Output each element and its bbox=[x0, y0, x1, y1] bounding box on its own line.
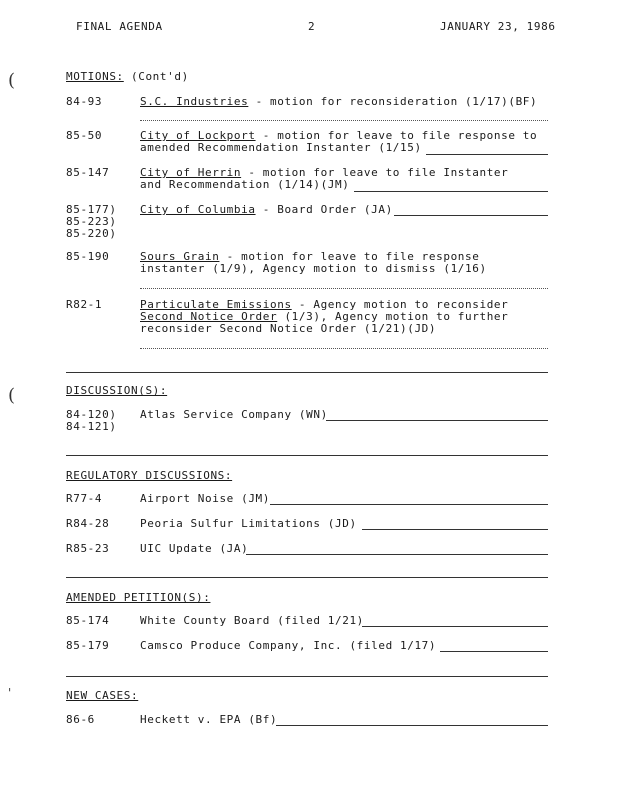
rule bbox=[354, 191, 548, 192]
regulatory-item: Airport Noise (JM) bbox=[140, 492, 271, 505]
motion-item-cont: instanter (1/9), Agency motion to dismiss (1/16) bbox=[140, 262, 487, 275]
regulatory-item: Peoria Sulfur Limitations (JD) bbox=[140, 517, 357, 530]
rule bbox=[440, 651, 548, 652]
margin-mark: ( bbox=[8, 70, 16, 91]
rule bbox=[394, 215, 548, 216]
rule bbox=[362, 626, 548, 627]
rule bbox=[140, 348, 548, 349]
amended-heading: AMENDED PETITION(S): bbox=[66, 591, 211, 604]
case-number: 85-223) bbox=[66, 215, 117, 228]
rule bbox=[276, 725, 548, 726]
motion-item: Sours Grain - motion for leave to file response bbox=[140, 250, 480, 263]
motion-item-cont: amended Recommendation Instanter (1/15) bbox=[140, 141, 422, 154]
page-number: 2 bbox=[308, 20, 316, 33]
petition-item: Camsco Produce Company, Inc. (filed 1/17) bbox=[140, 639, 437, 652]
case-number: 86-6 bbox=[66, 713, 95, 726]
motion-item-cont: and Recommendation (1/14)(JM) bbox=[140, 178, 350, 191]
case-number: 85-177) bbox=[66, 203, 117, 216]
rule bbox=[246, 554, 548, 555]
case-number: R77-4 bbox=[66, 492, 103, 505]
margin-mark: ( bbox=[8, 385, 16, 406]
rule bbox=[326, 420, 548, 421]
case-number: 85-174 bbox=[66, 614, 110, 627]
regulatory-heading: REGULATORY DISCUSSIONS: bbox=[66, 469, 233, 482]
motion-item: City of Lockport - motion for leave to file response to bbox=[140, 129, 538, 142]
header-date: JANUARY 23, 1986 bbox=[440, 20, 556, 33]
rule bbox=[426, 154, 548, 155]
rule bbox=[362, 529, 548, 530]
header-title: FINAL AGENDA bbox=[76, 20, 163, 33]
new-cases-heading: NEW CASES: bbox=[66, 689, 139, 702]
case-number: 85-50 bbox=[66, 129, 103, 142]
rule bbox=[140, 120, 548, 121]
rule bbox=[270, 504, 548, 505]
rule bbox=[140, 288, 548, 289]
case-number: R84-28 bbox=[66, 517, 110, 530]
case-number: 85-147 bbox=[66, 166, 110, 179]
discussions-heading: DISCUSSION(S): bbox=[66, 384, 168, 397]
motion-item-cont: reconsider Second Notice Order (1/21)(JD) bbox=[140, 322, 437, 335]
motion-item-cont: Second Notice Order (1/3), Agency motion to further bbox=[140, 310, 509, 323]
new-case-item: Heckett v. EPA (Bf) bbox=[140, 713, 278, 726]
case-number: 84-120) bbox=[66, 408, 117, 421]
petition-item: White County Board (filed 1/21) bbox=[140, 614, 364, 627]
section-divider bbox=[66, 676, 548, 677]
motion-item: Particulate Emissions - Agency motion to reconsider bbox=[140, 298, 509, 311]
motion-item: City of Herrin - motion for leave to file Instanter bbox=[140, 166, 509, 179]
section-divider bbox=[66, 577, 548, 578]
case-number: 84-93 bbox=[66, 95, 103, 108]
case-number: 84-121) bbox=[66, 420, 117, 433]
motion-item: S.C. Industries - motion for reconsideration (1/17)(BF) bbox=[140, 95, 538, 108]
case-number: R85-23 bbox=[66, 542, 110, 555]
discussion-item: Atlas Service Company (WN) bbox=[140, 408, 328, 421]
case-number: 85-190 bbox=[66, 250, 110, 263]
case-number: R82-1 bbox=[66, 298, 103, 311]
motions-heading: MOTIONS: (Cont'd) bbox=[66, 70, 189, 83]
case-number: 85-220) bbox=[66, 227, 117, 240]
motion-item: City of Columbia - Board Order (JA) bbox=[140, 203, 393, 216]
case-number: 85-179 bbox=[66, 639, 110, 652]
section-divider bbox=[66, 372, 548, 373]
section-divider bbox=[66, 455, 548, 456]
regulatory-item: UIC Update (JA) bbox=[140, 542, 249, 555]
margin-mark: ' bbox=[8, 686, 12, 700]
